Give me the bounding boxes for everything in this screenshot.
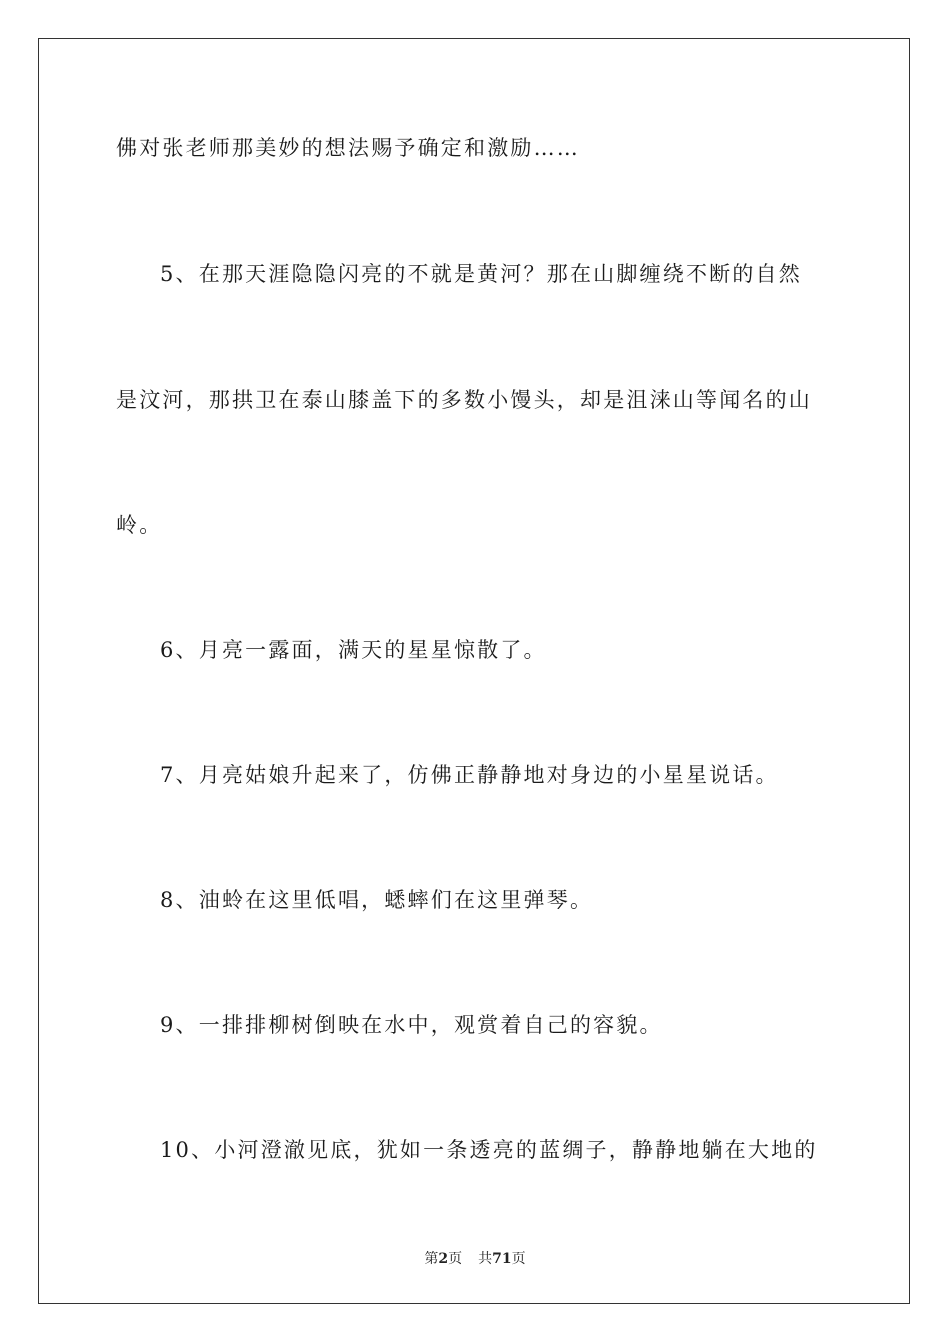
text-line-7: 8、油蛉在这里低唱，蟋蟀们在这里弹琴。 — [160, 888, 594, 912]
text-line-1: 佛对张老师那美妙的想法赐予确定和激励…… — [116, 136, 580, 160]
footer-total-suffix: 页 — [511, 1251, 526, 1267]
text-line-3: 是汶河，那拱卫在泰山膝盖下的多数小馒头，却是沮涞山等闻名的山 — [116, 388, 812, 412]
footer-total-pages: 71 — [492, 1251, 512, 1267]
footer-total-prefix: 共 — [478, 1251, 493, 1267]
text-line-5: 6、月亮一露面，满天的星星惊散了。 — [160, 638, 547, 662]
footer-page-prefix: 第 — [424, 1251, 439, 1267]
page-border — [38, 38, 910, 1304]
page-footer — [0, 1248, 950, 1268]
text-line-4: 岭。 — [116, 513, 163, 537]
footer-page-number: 2 — [438, 1251, 449, 1267]
text-line-8: 9、一排排柳树倒映在水中，观赏着自己的容貌。 — [160, 1013, 663, 1037]
text-line-6: 7、月亮姑娘升起来了，仿佛正静静地对身边的小星星说话。 — [160, 763, 779, 787]
text-line-2: 5、在那天涯隐隐闪亮的不就是黄河？那在山脚缠绕不断的自然 — [160, 262, 802, 286]
text-line-9: 10、小河澄澈见底，犹如一条透亮的蓝绸子，静静地躺在大地的 — [160, 1138, 818, 1162]
footer-page-suffix: 页 — [448, 1251, 463, 1267]
